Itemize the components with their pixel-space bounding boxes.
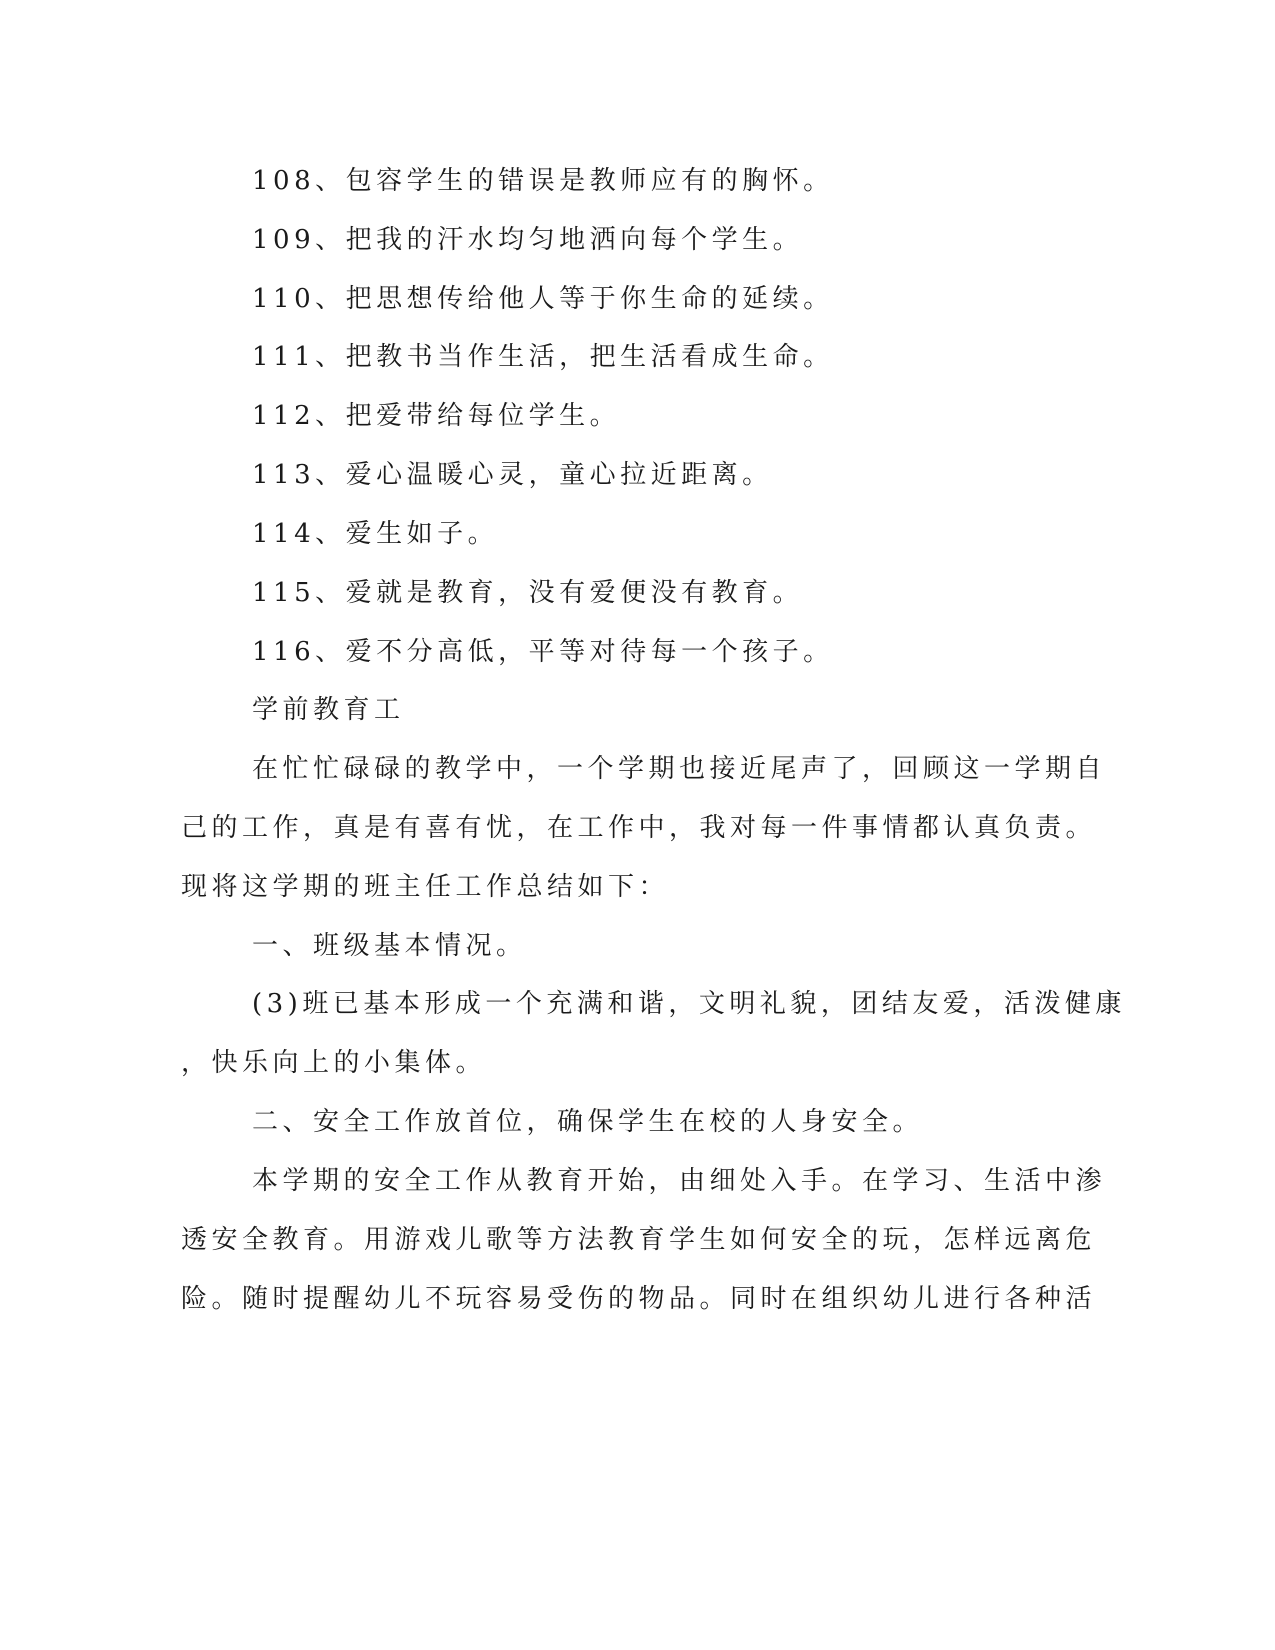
section-heading: 学前教育工 xyxy=(252,695,405,725)
slogan-116: 116、爱不分高低，平等对待每一个孩子。 xyxy=(252,637,834,667)
slogan-114: 114、爱生如子。 xyxy=(252,519,499,549)
slogan-109: 109、把我的汗水均匀地洒向每个学生。 xyxy=(252,225,804,255)
paragraph-line: (3)班已基本形成一个充满和谐，文明礼貌，团结友爱，活泼健康 xyxy=(252,989,1126,1019)
slogan-112: 112、把爱带给每位学生。 xyxy=(252,401,621,431)
slogan-111: 111、把教书当作生活，把生活看成生命。 xyxy=(252,342,834,372)
paragraph-line: 己的工作，真是有喜有忧，在工作中，我对每一件事情都认真负责。 xyxy=(181,813,1097,843)
paragraph-line: 现将这学期的班主任工作总结如下： xyxy=(181,872,670,902)
subsection-heading: 一、班级基本情况。 xyxy=(252,931,527,961)
paragraph-line: 险。随时提醒幼儿不玩容易受伤的物品。同时在组织幼儿进行各种活 xyxy=(181,1284,1097,1314)
paragraph-line: 透安全教育。用游戏儿歌等方法教育学生如何安全的玩，怎样远离危 xyxy=(181,1225,1097,1255)
paragraph-line: 在忙忙碌碌的教学中，一个学期也接近尾声了，回顾这一学期自 xyxy=(252,754,1107,784)
slogan-115: 115、爱就是教育，没有爱便没有教育。 xyxy=(252,578,804,608)
slogan-113: 113、爱心温暖心灵，童心拉近距离。 xyxy=(252,460,773,490)
slogan-110: 110、把思想传给他人等于你生命的延续。 xyxy=(252,284,834,314)
slogan-108: 108、包容学生的错误是教师应有的胸怀。 xyxy=(252,166,834,196)
paragraph-line: 本学期的安全工作从教育开始，由细处入手。在学习、生活中渗 xyxy=(252,1166,1107,1196)
subsection-heading: 二、安全工作放首位，确保学生在校的人身安全。 xyxy=(252,1107,924,1137)
paragraph-line: ，快乐向上的小集体。 xyxy=(181,1048,487,1078)
